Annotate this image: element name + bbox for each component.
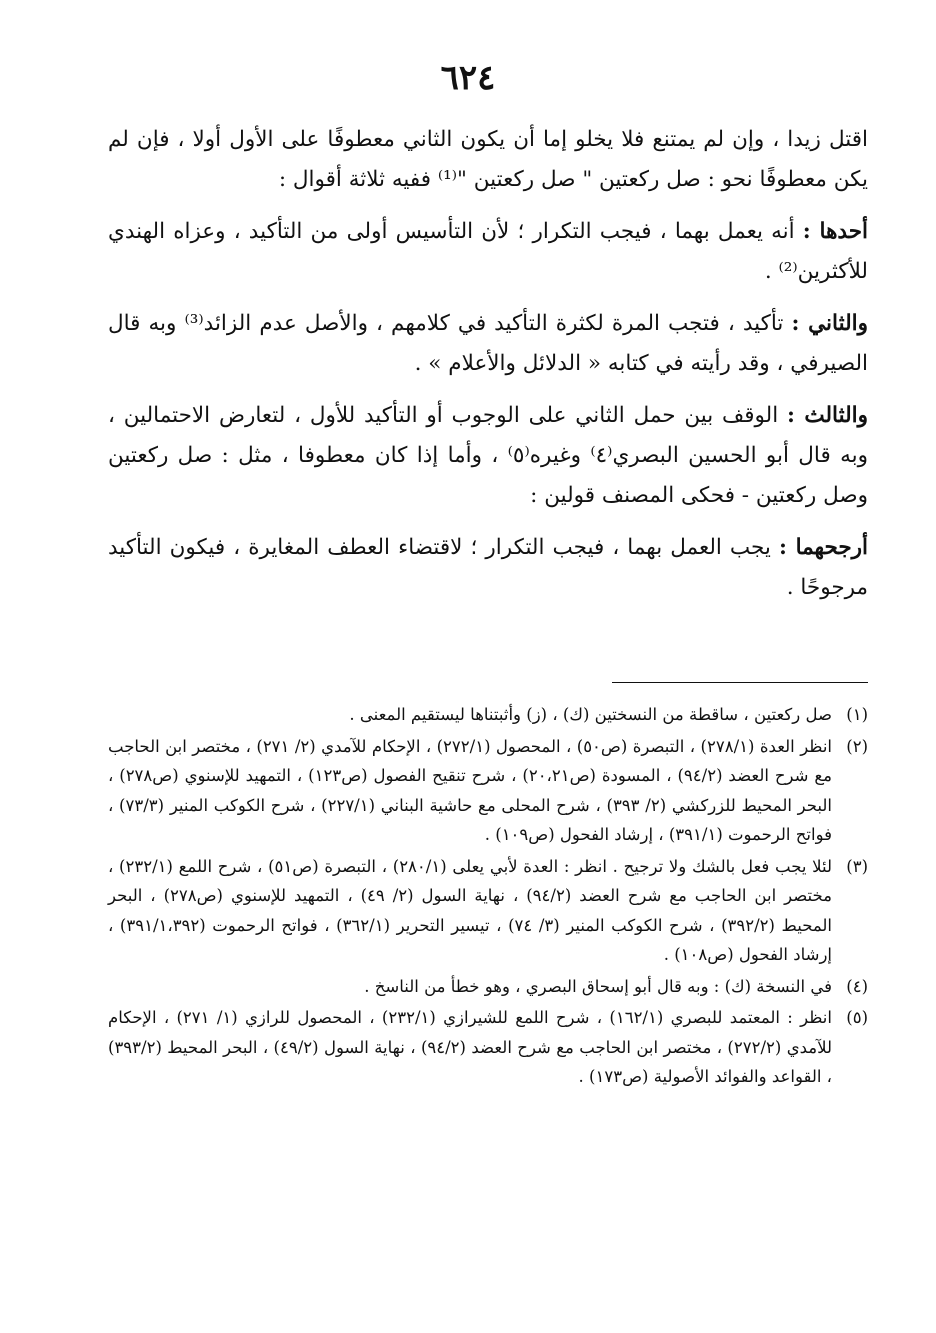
footnote-3 [108, 852, 868, 970]
paragraph-intro [108, 120, 868, 200]
footnote-text: انظر العدة (٢٧٨/١) ، التبصرة (ص٥٠) ، المحصول (٢٧٢/١) ، الإحكام للآمدي (٢/ ٢٧١) ، مختصر ابن الحاجب مع شرح العضد (٩٤/٢) ، المسودة (ص٢٠،٢١) ، شرح تنقيح الفصول (ص١٢٣) ، التمهيد للإسنوي (ص٢٧٨) ، البحر المحيط للزركشي (٢/ ٣٩٣) ، شرح المحلى مع حاشية البناني (٢٢٧/١) ، شرح الكوكب المنير (٧٣/٣) ، فواتح الرحموت (٣٩١/١) ، إرشاد الفحول (ص١٠٩) . [108, 736, 833, 844]
main-text [108, 120, 868, 620]
paragraph-third-opinion [108, 396, 868, 516]
footnote-number: (١) [846, 705, 868, 724]
paragraph-lead: والثالث : [787, 403, 868, 428]
paragraph-text: أنه يعمل بهما ، فيجب التكرار ؛ لأن التأسيس أولى من التأكيد ، وعزاه الهندي للأكثرين⁽²⁾ . [108, 219, 868, 284]
footnotes [108, 700, 868, 1094]
paragraph-text: تأكيد ، فتجب المرة لكثرة التأكيد في كلامهم ، والأصل عدم الزائد⁽³⁾ وبه قال الصيرفي ، وقد رأيته في كتابه « الدلائل والأعلام » . [108, 311, 868, 376]
paragraph-second-opinion [108, 304, 868, 384]
footnote-text: صل ركعتين ، ساقطة من النسختين (ك) ، (ز) وأثبتناها ليستقيم المعنى . [349, 705, 832, 724]
paragraph-lead: أرجحهما : [778, 535, 868, 560]
paragraph-preferred-opinion [108, 528, 868, 608]
page-number: ٦٢٤ [440, 58, 496, 98]
footnote-number: (٤) [846, 976, 868, 996]
paragraph-lead: والثاني : [791, 311, 868, 336]
paragraph-first-opinion [108, 212, 868, 292]
footnote-1 [108, 700, 868, 730]
paragraph-lead: أحدها : [802, 219, 868, 244]
footnote-5 [108, 1003, 868, 1092]
footnote-number: (٥) [846, 1008, 868, 1027]
footnote-number: (٢) [846, 736, 868, 756]
footnote-2 [108, 732, 868, 850]
footnote-number: (٣) [846, 856, 868, 876]
footnote-4 [108, 972, 868, 1002]
paragraph-text: اقتل زيدا ، وإن لم يمتنع فلا يخلو إما أن يكون الثاني معطوفًا على الأول أولا ، فإن لم يكن معطوفًا نحو : صل ركعتين " صل ركعتين "⁽¹⁾ ففيه ثلاثة أقوال : [108, 127, 868, 192]
footnote-divider [612, 682, 868, 683]
paragraph-text: يجب العمل بهما ، فيجب التكرار ؛ لاقتضاء العطف المغايرة ، فيكون التأكيد مرجوحًا . [108, 535, 868, 600]
footnote-text: لئلا يجب فعل بالشك ولا ترجيح . انظر : العدة لأبي يعلى (٢٨٠/١) ، التبصرة (ص٥١) ، شرح اللمع (٢٣٢/١) ، مختصر ابن الحاجب مع شرح العضد (٩٤/٢) ، نهاية السول (٢/ ٤٩) ، التمهيد للإسنوي (ص٢٧٨) ، البحر المحيط (٣٩٢/٢) ، شرح الكوكب المنير (٣/ ٧٤) ، تيسير التحرير (٣٦٢/١) ، فواتح الرحموت (٣٩١/١،٣٩٢) ، إرشاد الفحول (ص١٠٨) . [108, 856, 833, 964]
footnote-text: انظر : المعتمد للبصري (١٦٢/١) ، شرح اللمع للشيرازي (٢٣٢/١) ، المحصول للرازي (١/ ٢٧١) ، الإحكام للآمدي (٢٧٢/٢) ، مختصر ابن الحاجب مع شرح العضد (٩٤/٢) ، نهاية السول (٤٩/٢) ، البحر المحيط (٣٩٣/٢) ، القواعد والفوائد الأصولية (ص١٧٣) . [108, 1008, 832, 1086]
paragraph-text: الوقف بين حمل الثاني على الوجوب أو التأكيد للأول ، لتعارض الاحتمالين ، وبه قال أبو الحسين البصري⁽٤⁾ وغيره⁽٥⁾ ، وأما إذا كان معطوفا ، مثل : صل ركعتين وصل ركعتين - فحكى المصنف قولين : [108, 403, 868, 508]
footnote-text: في النسخة (ك) : وبه قال أبو إسحاق البصري ، وهو خطأ من الناسخ . [364, 976, 832, 996]
